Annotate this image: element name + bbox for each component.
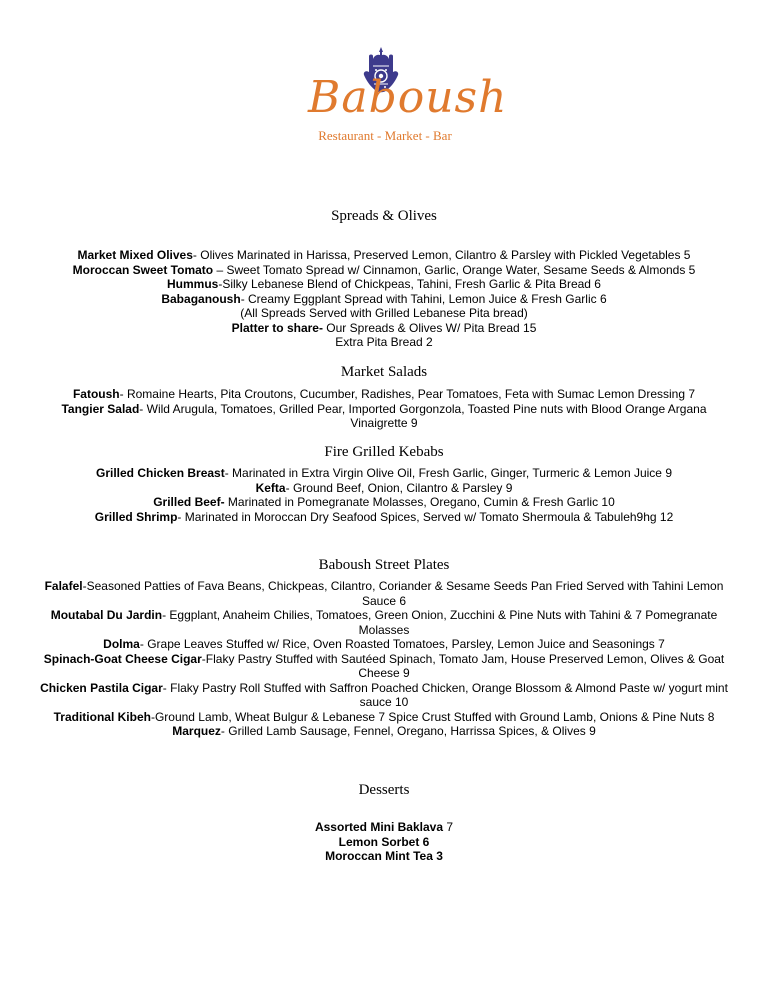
item-desc: - Grape Leaves Stuffed w/ Rice, Oven Roasted Tomatoes, Parsley, Lemon Juice and Seasonings 7 [139, 637, 665, 651]
spreads-note: (All Spreads Served with Grilled Lebanese Pita bread) [240, 306, 528, 320]
menu-item [40, 710, 728, 725]
brand-name: Baboush [308, 72, 508, 123]
menu-item [40, 466, 728, 481]
item-desc: - Marinated in Moroccan Dry Seafood Spices, Served w/ Tomato Shermoula & Tabuleh9hg 12 [177, 509, 674, 524]
menu-item [40, 321, 728, 336]
item-name: Falafel [44, 579, 83, 593]
logo [300, 46, 508, 150]
menu-item [40, 481, 728, 496]
item-name: Spinach-Goat Cheese Cigar [43, 651, 202, 666]
menu-item [40, 387, 728, 402]
item-desc: -Seasoned Patties of Fava Beans, Chickpeas, Cilantro, Coriander & Sesame Seeds Pan Fried Served with Tahini Lemon Sauce 6 [82, 579, 724, 608]
menu-item [40, 835, 728, 850]
menu-item [40, 608, 728, 637]
menu-item [40, 724, 728, 739]
menu-item [40, 510, 728, 525]
spreads-list [40, 248, 728, 350]
item-name: Grilled Shrimp [94, 509, 178, 524]
menu-item [40, 292, 728, 307]
item-name: Babaganoush [161, 291, 241, 306]
menu-item [40, 820, 728, 835]
item-desc: – Sweet Tomato Spread w/ Cinnamon, Garlic, Orange Water, Sesame Seeds & Almonds 5 [213, 262, 696, 277]
menu-item [40, 579, 728, 608]
section-title-desserts: Desserts [358, 782, 410, 798]
item-desc: - Grilled Lamb Sausage, Fennel, Oregano, Harrissa Spices, & Olives 9 [220, 724, 596, 738]
item-name: Tangier Salad [61, 401, 140, 416]
salads-list [40, 387, 728, 431]
item-desc: - Romaine Hearts, Pita Croutons, Cucumber, Radishes, Pear Tomatoes, Feta with Sumac Lemon Dressing 7 [119, 387, 696, 401]
menu-item [40, 652, 728, 681]
item-desc: - Marinated in Extra Virgin Olive Oil, Fresh Garlic, Ginger, Turmeric & Lemon Juice 9 [224, 466, 672, 480]
menu-item [40, 849, 728, 864]
item-desc: - Ground Beef, Onion, Cilantro & Parsley 9 [285, 480, 513, 495]
item-name: Fatoush [72, 387, 120, 401]
extra-pita: Extra Pita Bread 2 [335, 335, 433, 349]
item-name: Platter to share- [231, 320, 323, 335]
item-name: Hummus [167, 277, 219, 291]
item-desc: -Silky Lebanese Blend of Chickpeas, Tahini, Fresh Garlic & Pita Bread 6 [218, 277, 601, 291]
menu-item [40, 248, 728, 263]
menu-item [40, 277, 728, 292]
desserts-list [40, 820, 728, 864]
item-name: Moutabal Du Jardin [50, 608, 163, 622]
brand-tagline: Restaurant - Market - Bar [318, 128, 452, 143]
kebabs-list [40, 466, 728, 524]
item-desc: -Ground Lamb, Wheat Bulgur & Lebanese 7 Spice Crust Stuffed with Ground Lamb, Onions & Pine Nuts 8 [150, 709, 715, 724]
item-desc: - Wild Arugula, Tomatoes, Grilled Pear, Imported Gorgonzola, Toasted Pine nuts with Blood Orange Argana Vinaigrette 9 [139, 401, 707, 430]
item-name: Traditional Kibeh [53, 709, 151, 724]
item-desc: 7 [443, 820, 454, 834]
item-desc: - Eggplant, Anaheim Chilies, Tomatoes, Green Onion, Zucchini & Pine Nuts with Tahini & 7 Pomegranate Molasses [162, 608, 718, 637]
item-name: Moroccan Mint Tea 3 [325, 849, 443, 863]
item-name: Kefta [255, 480, 286, 495]
menu-item [40, 637, 728, 652]
section-title-street: Baboush Street Plates [318, 557, 450, 573]
section-title-salads: Market Salads [340, 364, 428, 380]
item-desc: Marinated in Pomegranate Molasses, Oregano, Cumin & Fresh Garlic 10 [224, 495, 615, 509]
item-desc: - Olives Marinated in Harissa, Preserved Lemon, Cilantro & Parsley with Pickled Vegetables 5 [192, 248, 691, 262]
item-name: Assorted Mini Baklava [314, 820, 444, 834]
item-name: Dolma [103, 637, 140, 651]
item-name: Lemon Sorbet 6 [338, 834, 430, 849]
item-name: Grilled Chicken Breast [96, 466, 225, 480]
item-desc: Our Spreads & Olives W/ Pita Bread 15 [322, 320, 537, 335]
menu-item [40, 681, 728, 710]
street-list [40, 579, 728, 739]
item-name: Market Mixed Olives [77, 248, 193, 262]
item-desc: - Flaky Pastry Roll Stuffed with Saffron Poached Chicken, Orange Blossom & Almond Paste w/ yogurt mint sauce 10 [162, 680, 728, 709]
item-name: Grilled Beef- [153, 495, 225, 509]
item-desc: -Flaky Pastry Stuffed with Sautéed Spinach, Tomato Jam, House Preserved Lemon, Olives & Goat Cheese 9 [201, 651, 725, 680]
menu-item [40, 263, 728, 278]
section-title-kebabs: Fire Grilled Kebabs [324, 444, 444, 460]
item-name: Moroccan Sweet Tomato [72, 262, 214, 277]
item-name: Marquez [172, 724, 221, 738]
item-name: Chicken Pastila Cigar [40, 680, 163, 695]
menu-item [40, 495, 728, 510]
menu-item [40, 402, 728, 431]
item-desc: - Creamy Eggplant Spread with Tahini, Lemon Juice & Fresh Garlic 6 [240, 291, 607, 306]
section-title-spreads: Spreads & Olives [331, 208, 437, 224]
